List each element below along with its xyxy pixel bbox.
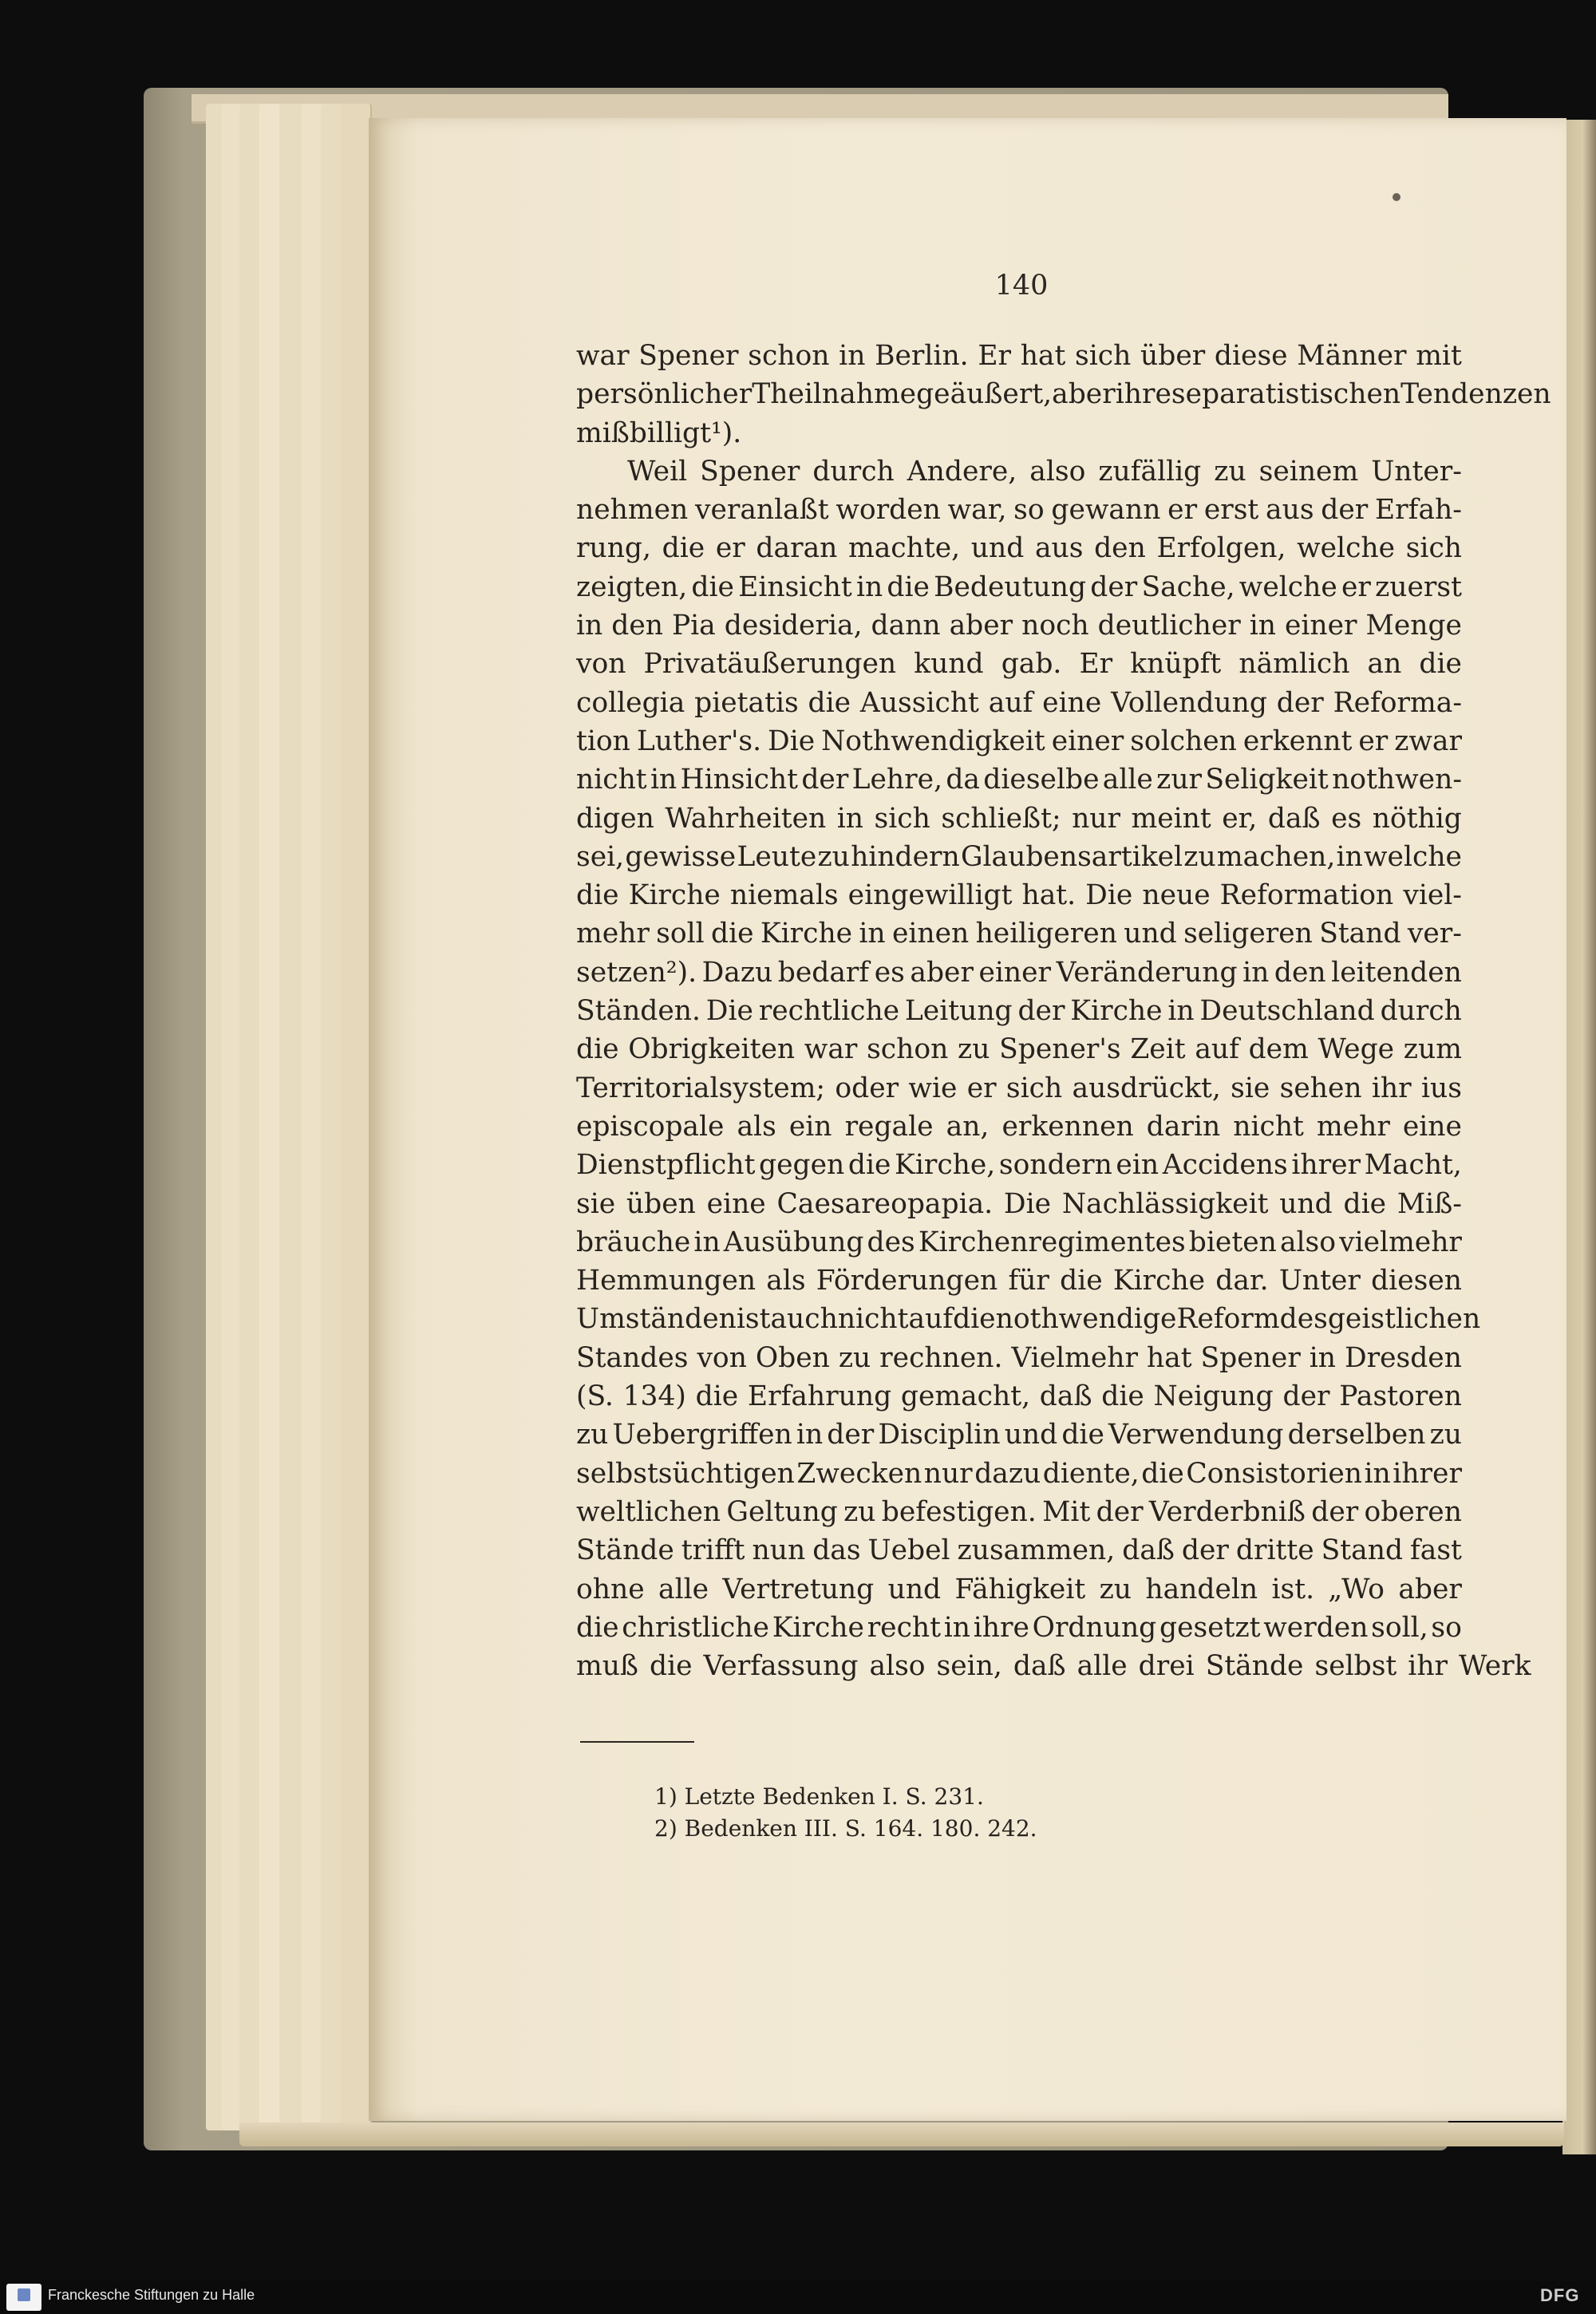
text-line: persönlicher Theilnahme geäußert, aber ihre separatistischen Tendenzen — [576, 378, 1551, 411]
text-line: nehmen veranlaßt worden war, so gewann er erst aus der Erfah- — [576, 494, 1462, 527]
institution-logo-icon — [6, 2284, 41, 2311]
footer-institution: Franckesche Stiftungen zu Halle — [48, 2287, 255, 2303]
text-line: Umständen ist auch nicht auf die nothwendige Reform des geistlichen — [576, 1303, 1481, 1336]
text-line: Standes von Oben zu rechnen. Vielmehr hat Spener in Dresden — [576, 1341, 1462, 1374]
footnote-separator — [580, 1741, 694, 1743]
text-line: nicht in Hinsicht der Lehre, da dieselbe alle zur Seligkeit nothwen- — [576, 764, 1462, 796]
text-line: in den Pia desideria, dann aber noch deutlicher in einer Menge — [576, 610, 1462, 642]
text-line: selbstsüchtigen Zwecken nur dazu diente, die Consistorien in ihrer — [576, 1457, 1462, 1490]
footnotes — [654, 1781, 1037, 1845]
text-line: sei, gewisse Leute zu hindern Glaubensartikel zu machen, in welche — [576, 840, 1462, 873]
text-line: bräuche in Ausübung des Kirchenregimentes bieten also vielmehr — [576, 1226, 1462, 1258]
speck — [1393, 193, 1400, 201]
text-line: mehr soll die Kirche in einen heiligeren und seligeren Stand ver- — [576, 918, 1462, 950]
page-edge — [342, 104, 372, 2130]
page-number: 140 — [994, 270, 1049, 302]
footer-mark: DFG — [1540, 2285, 1580, 2305]
body-text — [576, 337, 1551, 1685]
text-line: Hemmungen als Förderungen für die Kirche dar. Unter diesen — [576, 1265, 1462, 1297]
text-line: die Kirche niemals eingewilligt hat. Die neue Reformation viel- — [576, 879, 1462, 912]
text-line: mißbilligt¹). — [576, 417, 742, 449]
text-line: collegia pietatis die Aussicht auf eine Vollendung der Reforma- — [576, 686, 1462, 719]
text-line: tion Luther's. Die Nothwendigkeit einer solchen erkennt er zwar — [576, 725, 1462, 757]
text-line: digen Wahrheiten in sich schließt; nur meint er, daß es nöthig — [576, 802, 1462, 835]
page-bottom-edge — [239, 2122, 1564, 2146]
text-line: Stände trifft nun das Uebel zusammen, daß der dritte Stand fast — [576, 1534, 1462, 1567]
text-line: weltlichen Geltung zu befestigen. Mit der Verderbniß der oberen — [576, 1495, 1462, 1528]
text-line: rung, die er daran machte, und aus den Erfolgen, welche sich — [576, 532, 1462, 565]
book-spine-edge — [1562, 120, 1596, 2154]
text-line: Weil Spener durch Andere, also zufällig zu seinem Unter- — [627, 455, 1462, 488]
text-line: Dienstpflicht gegen die Kirche, sondern ein Accidens ihrer Macht, — [576, 1149, 1462, 1182]
text-line: ohne alle Vertretung und Fähigkeit zu handeln ist. „Wo aber — [576, 1573, 1462, 1605]
footnote-1: 1) Letzte Bedenken I. S. 231. — [654, 1783, 984, 1810]
text-line: sie üben eine Caesareopapia. Die Nachlässigkeit und die Miß- — [576, 1187, 1462, 1220]
text-line: die christliche Kirche recht in ihre Ordnung gesetzt werden soll, so — [576, 1611, 1462, 1644]
text-line: muß die Verfassung also sein, daß alle drei Stände selbst ihr Werk — [576, 1650, 1531, 1683]
footnote-2: 2) Bedenken III. S. 164. 180. 242. — [654, 1815, 1037, 1842]
text-line: (S. 134) die Erfahrung gemacht, daß die Neigung der Pastoren — [576, 1380, 1462, 1413]
text-line: zu Uebergriffen in der Disciplin und die Verwendung derselben zu — [576, 1419, 1462, 1451]
text-line: von Privatäußerungen kund gab. Er knüpft nämlich an die — [576, 648, 1462, 681]
text-line: setzen²). Dazu bedarf es aber einer Veränderung in den leitenden — [576, 956, 1462, 989]
text-line: zeigten, die Einsicht in die Bedeutung der Sache, welche er zuerst — [576, 571, 1462, 603]
text-line: war Spener schon in Berlin. Er hat sich über diese Männer mit — [576, 340, 1462, 372]
text-line: episcopale als ein regale an, erkennen darin nicht mehr eine — [576, 1110, 1462, 1143]
text-line: Ständen. Die rechtliche Leitung der Kirche in Deutschland durch — [576, 995, 1462, 1028]
text-line: die Obrigkeiten war schon zu Spener's Zeit auf dem Wege zum — [576, 1033, 1462, 1066]
text-line: Territorialsystem; oder wie er sich ausdrückt, sie sehen ihr ius — [576, 1072, 1462, 1104]
